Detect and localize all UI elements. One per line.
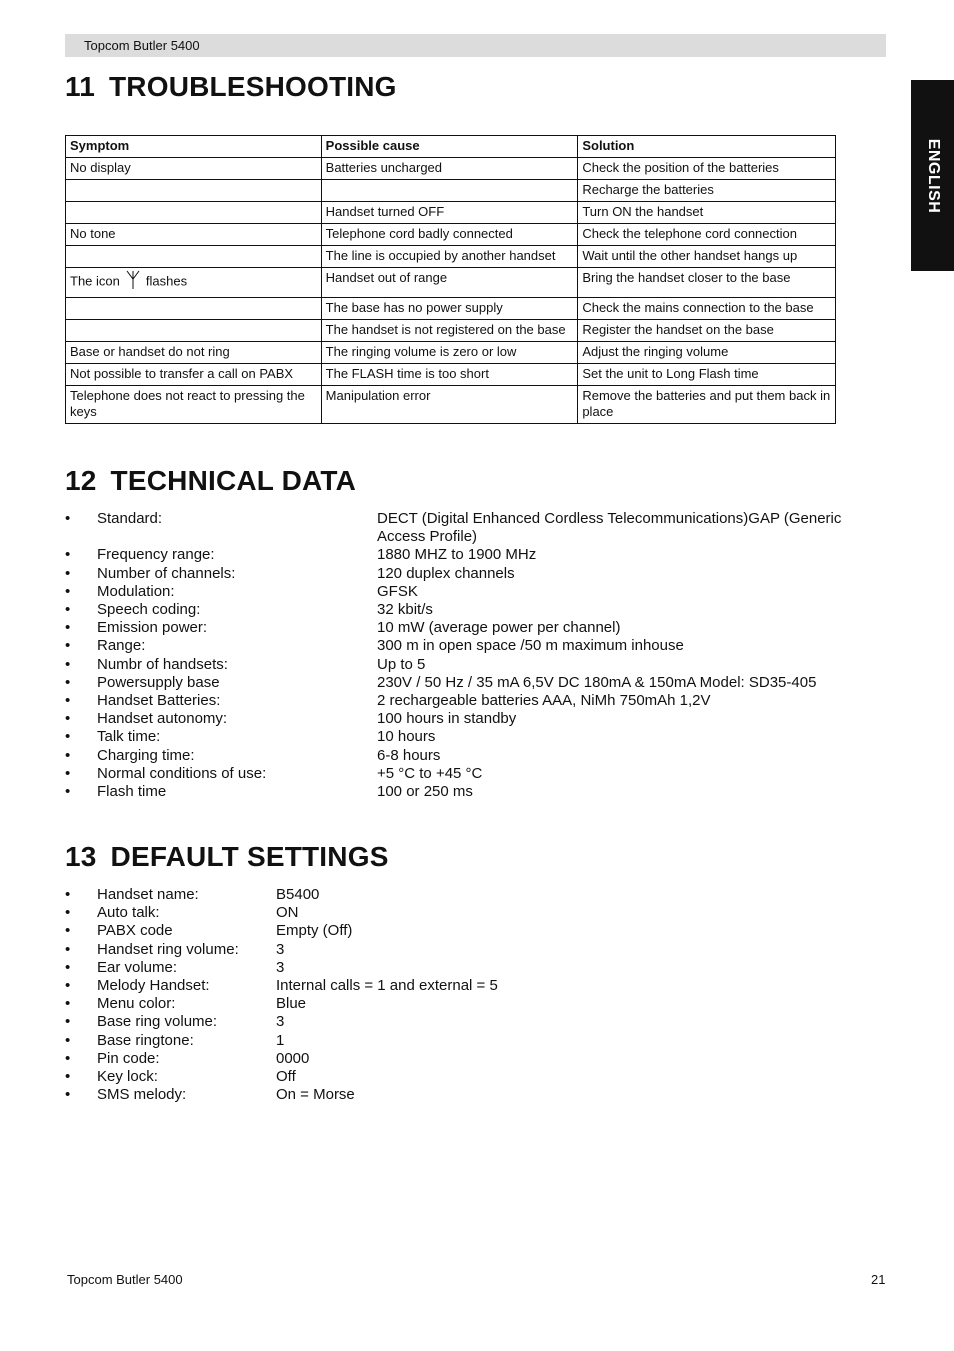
technical-data-item (65, 674, 885, 692)
item-label: Emission power: (97, 619, 208, 637)
item-value: 300 m in open space /50 m maximum inhouse (377, 637, 684, 655)
bullet: • (65, 1031, 71, 1049)
default-setting-item (65, 1086, 765, 1104)
column-header-symptom: Symptom (66, 136, 322, 158)
item-label: PABX code (97, 922, 173, 940)
default-setting-item (65, 904, 765, 922)
item-label: Powersupply base (97, 673, 220, 691)
table-cell: Recharge the batteries (578, 180, 836, 202)
item-value: 230V / 50 Hz / 35 mA 6,5V DC 180mA & 150mA Model: SD35-405 (377, 673, 817, 691)
table-cell: Remove the batteries and put them back in place (578, 386, 836, 424)
item-label: Range: (97, 637, 146, 655)
bullet: • (65, 958, 71, 976)
table-row (66, 320, 836, 342)
bullet: • (65, 710, 71, 728)
item-value: 1 (276, 1031, 285, 1049)
table-cell: Telephone does not react to pressing the keys (66, 386, 322, 424)
item-value: DECT (Digital Enhanced Cordless Telecommunications)GAP (Generic Access Profile) (377, 510, 842, 546)
table-cell: Wait until the other handset hangs up (578, 246, 836, 268)
default-setting-item (65, 1032, 765, 1050)
item-value: Up to 5 (377, 655, 426, 673)
item-value: Blue (276, 995, 307, 1013)
table-cell: No tone (66, 224, 322, 246)
item-label: Melody Handset: (97, 977, 210, 995)
table-cell: Telephone cord badly connected (321, 224, 578, 246)
item-label: Flash time (97, 783, 167, 801)
technical-data-item (65, 747, 885, 765)
item-value: 0000 (276, 1049, 310, 1067)
bullet: • (65, 1049, 71, 1067)
table-cell: Adjust the ringing volume (578, 342, 836, 364)
default-setting-item (65, 886, 765, 904)
running-header-title: Topcom Butler 5400 (84, 38, 200, 53)
item-label: Handset name: (97, 886, 199, 903)
bullet: • (65, 619, 71, 637)
table-header-row (66, 136, 836, 158)
bullet: • (65, 564, 71, 582)
technical-data-item (65, 546, 885, 564)
bullet: • (65, 655, 71, 673)
language-tab (911, 80, 954, 271)
bullet: • (65, 546, 71, 564)
bullet: • (65, 1068, 71, 1086)
item-label: Normal conditions of use: (97, 764, 267, 782)
item-label: Auto talk: (97, 904, 160, 922)
table-cell (321, 180, 578, 202)
default-setting-item (65, 1050, 765, 1068)
item-value: ON (276, 904, 299, 922)
technical-data-item (65, 656, 885, 674)
section-title: TECHNICAL DATA (110, 465, 356, 496)
section-number: 11 (65, 71, 95, 102)
item-label: Speech coding: (97, 601, 201, 619)
table-cell: Check the mains connection to the base (578, 298, 836, 320)
icon-symptom-prefix: The icon (70, 273, 120, 289)
table-cell: The handset is not registered on the base (321, 320, 578, 342)
table-cell: Batteries uncharged (321, 158, 578, 180)
item-label: Handset Batteries: (97, 692, 221, 710)
item-label: Pin code: (97, 1049, 160, 1067)
table-row (66, 386, 836, 424)
table-row (66, 298, 836, 320)
default-settings-list (65, 886, 765, 1104)
table-row (66, 202, 836, 224)
item-label: Numbr of handsets: (97, 655, 228, 673)
item-value: 2 rechargeable batteries AAA, NiMh 750mAh 1,2V (377, 692, 711, 710)
table-row (66, 224, 836, 246)
section-heading-technical-data (65, 465, 356, 497)
technical-data-item (65, 783, 885, 801)
table-cell (66, 202, 322, 224)
section-title: DEFAULT SETTINGS (110, 841, 389, 872)
technical-data-item (65, 765, 885, 783)
bullet: • (65, 582, 71, 600)
item-value: 100 hours in standby (377, 710, 517, 728)
table-row (66, 268, 836, 298)
item-value: 3 (276, 940, 285, 958)
bullet: • (65, 764, 71, 782)
table-row (66, 364, 836, 386)
bullet: • (65, 977, 71, 995)
default-setting-item (65, 995, 765, 1013)
item-value: 3 (276, 1013, 285, 1031)
bullet: • (65, 510, 71, 527)
default-setting-item (65, 977, 765, 995)
table-cell-icon-symptom (66, 268, 322, 298)
technical-data-item (65, 601, 885, 619)
bullet: • (65, 904, 71, 922)
technical-data-item (65, 710, 885, 728)
item-label: Key lock: (97, 1068, 158, 1086)
item-value: +5 °C to +45 °C (377, 764, 483, 782)
table-row (66, 342, 836, 364)
item-label: Ear volume: (97, 958, 178, 976)
table-cell: Set the unit to Long Flash time (578, 364, 836, 386)
table-cell: Check the position of the batteries (578, 158, 836, 180)
column-header-cause: Possible cause (321, 136, 578, 158)
item-value: 6-8 hours (377, 746, 441, 764)
section-heading-troubleshooting (65, 71, 397, 103)
running-header (65, 34, 886, 57)
table-row (66, 180, 836, 202)
section-heading-default-settings (65, 841, 389, 873)
table-cell: Manipulation error (321, 386, 578, 424)
item-value: Internal calls = 1 and external = 5 (276, 977, 498, 995)
technical-data-item (65, 510, 885, 546)
column-header-solution: Solution (578, 136, 836, 158)
item-label: Frequency range: (97, 546, 215, 564)
table-cell: Bring the handset closer to the base (578, 268, 836, 298)
table-cell: The ringing volume is zero or low (321, 342, 578, 364)
table-cell: Register the handset on the base (578, 320, 836, 342)
item-label: Menu color: (97, 995, 176, 1013)
bullet: • (65, 601, 71, 619)
antenna-icon (126, 270, 140, 294)
bullet: • (65, 637, 71, 655)
item-value: B5400 (276, 886, 320, 903)
table-cell: The base has no power supply (321, 298, 578, 320)
table-row (66, 158, 836, 180)
table-row (66, 246, 836, 268)
default-setting-item (65, 922, 765, 940)
technical-data-item (65, 583, 885, 601)
technical-data-item (65, 565, 885, 583)
bullet: • (65, 673, 71, 691)
item-label: Handset ring volume: (97, 940, 239, 958)
item-value: 3 (276, 958, 285, 976)
table-cell (66, 320, 322, 342)
section-number: 13 (65, 841, 97, 872)
icon-symptom-suffix: flashes (145, 273, 188, 289)
technical-data-item (65, 619, 885, 637)
item-value: 10 mW (average power per channel) (377, 619, 621, 637)
item-label: Handset autonomy: (97, 710, 228, 728)
bullet: • (65, 783, 71, 801)
bullet: • (65, 728, 71, 746)
item-label: Base ring volume: (97, 1013, 218, 1031)
item-value: 120 duplex channels (377, 564, 515, 582)
item-label: Base ringtone: (97, 1031, 194, 1049)
item-label: Standard: (97, 510, 163, 527)
item-value: 1880 MHZ to 1900 MHz (377, 546, 537, 564)
item-value: GFSK (377, 582, 418, 600)
table-cell: The FLASH time is too short (321, 364, 578, 386)
troubleshooting-table (65, 135, 836, 424)
item-value: Empty (Off) (276, 922, 353, 940)
bullet: • (65, 1086, 71, 1104)
footer-title: Topcom Butler 5400 (67, 1272, 183, 1287)
bullet: • (65, 922, 71, 940)
technical-data-list (65, 510, 885, 801)
item-value: 32 kbit/s (377, 601, 433, 619)
table-cell (66, 298, 322, 320)
section-title: TROUBLESHOOTING (109, 71, 397, 102)
table-cell: No display (66, 158, 322, 180)
item-label: SMS melody: (97, 1086, 187, 1104)
table-cell: Check the telephone cord connection (578, 224, 836, 246)
default-setting-item (65, 1068, 765, 1086)
bullet: • (65, 692, 71, 710)
table-cell: Base or handset do not ring (66, 342, 322, 364)
item-value: On = Morse (276, 1086, 355, 1104)
default-setting-item (65, 941, 765, 959)
bullet: • (65, 886, 71, 903)
item-label: Modulation: (97, 582, 175, 600)
bullet: • (65, 995, 71, 1013)
table-cell (66, 180, 322, 202)
bullet: • (65, 940, 71, 958)
table-cell (66, 246, 322, 268)
technical-data-item (65, 637, 885, 655)
item-value: Off (276, 1068, 296, 1086)
default-setting-item (65, 1013, 765, 1031)
technical-data-item (65, 728, 885, 746)
technical-data-item (65, 692, 885, 710)
item-label: Charging time: (97, 746, 195, 764)
page-number: 21 (871, 1272, 886, 1287)
language-tab-label: ENGLISH (924, 138, 942, 213)
default-setting-item (65, 959, 765, 977)
item-value: 10 hours (377, 728, 436, 746)
item-label: Number of channels: (97, 564, 236, 582)
table-cell: Turn ON the handset (578, 202, 836, 224)
table-cell: Handset turned OFF (321, 202, 578, 224)
item-value: 100 or 250 ms (377, 783, 473, 801)
table-cell: The line is occupied by another handset (321, 246, 578, 268)
bullet: • (65, 1013, 71, 1031)
table-cell: Not possible to transfer a call on PABX (66, 364, 322, 386)
table-cell: Handset out of range (321, 268, 578, 298)
section-number: 12 (65, 465, 97, 496)
bullet: • (65, 746, 71, 764)
item-label: Talk time: (97, 728, 161, 746)
